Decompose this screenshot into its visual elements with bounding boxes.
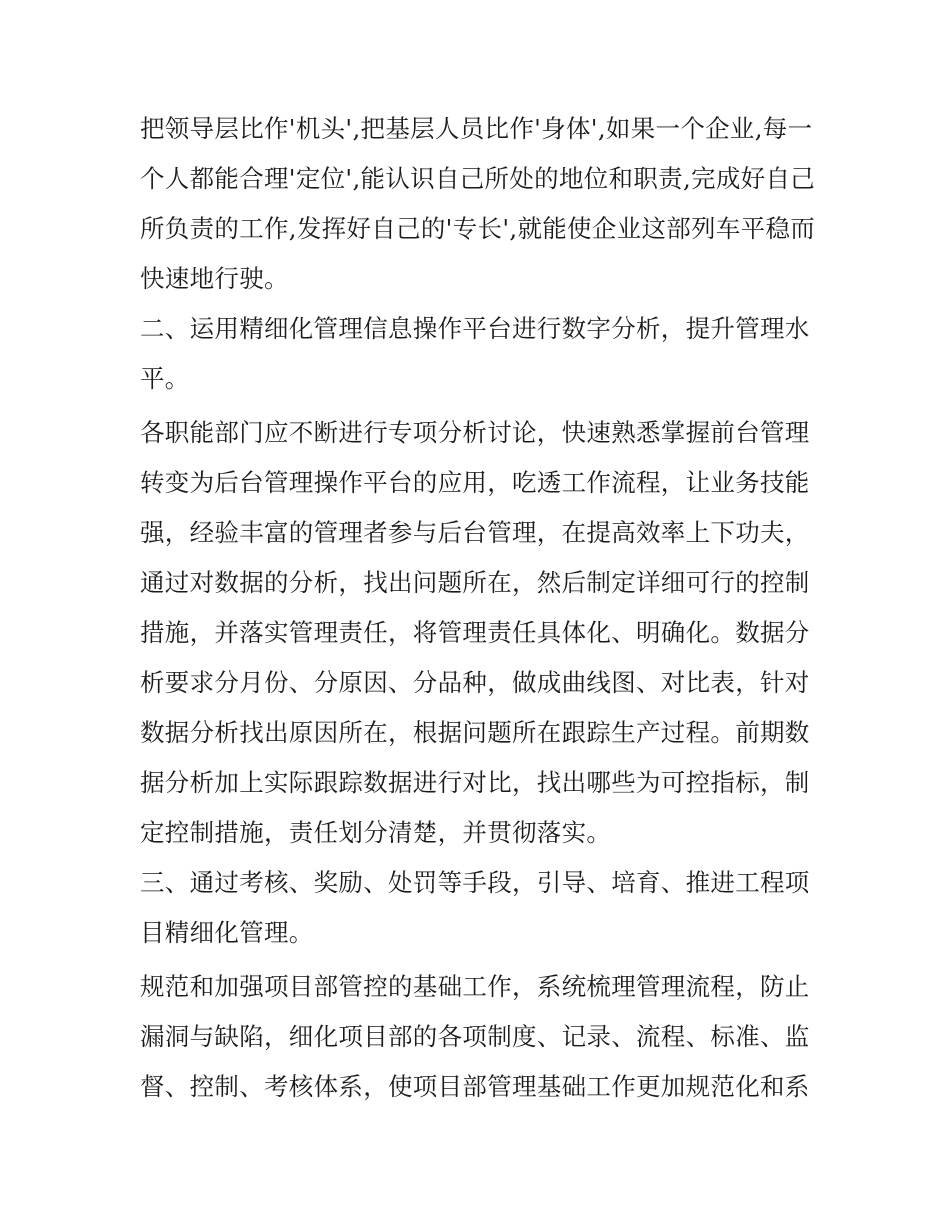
section-heading-2: 二、运用精细化管理信息操作平台进行数字分析，提升管理水 <box>140 314 810 343</box>
text-line: 强，经验丰富的管理者参与后台管理，在提高效率上下功夫， <box>140 518 810 547</box>
section-heading-3-cont: 目精细化管理。 <box>140 918 314 947</box>
text-line: 转变为后台管理操作平台的应用，吃透工作流程，让业务技能 <box>140 468 810 497</box>
text-line: 督、控制、考核体系，使项目部管理基础工作更加规范化和系 <box>140 1072 810 1101</box>
text-line: 定控制措施，责任划分清楚，并贯彻落实。 <box>140 818 612 847</box>
text-line: 通过对数据的分析，找出问题所在，然后制定详细可行的控制 <box>140 568 810 597</box>
section-heading-3: 三、通过考核、奖励、处罚等手段，引导、培育、推进工程项 <box>140 868 810 897</box>
text-line: 据分析加上实际跟踪数据进行对比，找出哪些为可控指标，制 <box>140 768 810 797</box>
text-line: 数据分析找出原因所在，根据问题所在跟踪生产过程。前期数 <box>140 718 810 747</box>
text-line: 各职能部门应不断进行专项分析讨论，快速熟悉掌握前台管理 <box>140 418 810 447</box>
text-line: 漏洞与缺陷，细化项目部的各项制度、记录、流程、标准、监 <box>140 1022 810 1051</box>
section-heading-2-cont: 平。 <box>140 364 190 393</box>
text-line: 规范和加强项目部管控的基础工作，系统梳理管理流程，防止 <box>140 972 810 1001</box>
text-line: 措施，并落实管理责任，将管理责任具体化、明确化。数据分 <box>140 618 810 647</box>
text-line: 把领导层比作'机头',把基层人员比作'身体',如果一个企业,每一 <box>140 114 813 143</box>
text-line: 所负责的工作,发挥好自己的'专长',就能使企业这部列车平稳而 <box>140 214 816 243</box>
text-line: 快速地行驶。 <box>140 264 289 293</box>
text-line: 个人都能合理'定位',能认识自己所处的地位和职责,完成好自己 <box>140 164 816 193</box>
text-line: 析要求分月份、分原因、分品种，做成曲线图、对比表，针对 <box>140 668 810 697</box>
